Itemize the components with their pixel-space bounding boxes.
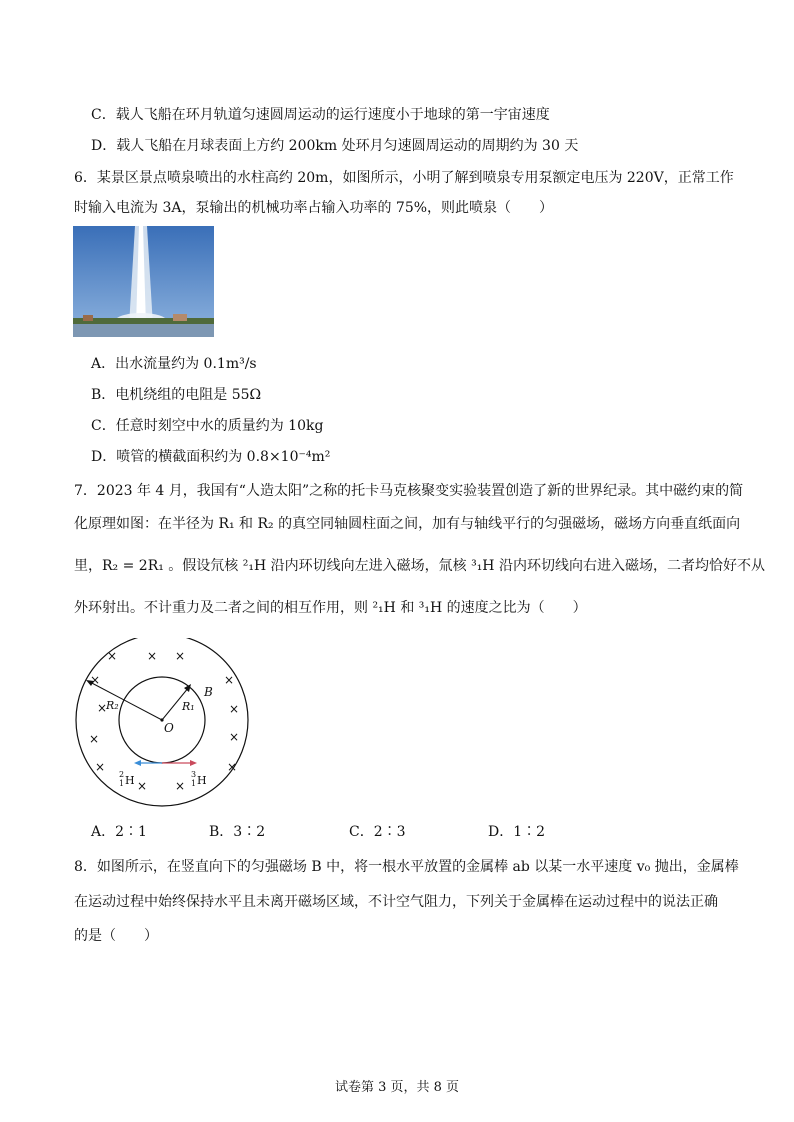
q7-stem-line3: 里，R₂ = 2R₁ 。假设氘核 ²₁H 沿内环切线向左进入磁场，氚核 ³₁H 沿内环切线向右进入磁场，二者均恰好不从 (74, 558, 765, 574)
q6-option-a: A．出水流量约为 0.1m³/s (91, 356, 257, 372)
q6-option-b: B．电机绕组的电阻是 55Ω (91, 387, 262, 403)
cross-mark: × (97, 701, 108, 715)
deuteron-charge-number: 1 (119, 779, 125, 788)
cross-mark: × (224, 673, 235, 687)
deuteron-mass-number: 2 (119, 770, 125, 779)
triton-arrowhead (190, 760, 197, 766)
q8-stem-line2: 在运动过程中始终保持水平且未离开磁场区域，不计空气阻力，下列关于金属棒在运动过程中的说法正确 (74, 894, 718, 910)
q8-stem-line3: 的是（ ） (74, 928, 158, 944)
cross-mark: × (107, 649, 118, 663)
cross-mark: × (175, 779, 186, 793)
q7-option-d: D．1∶2 (488, 824, 546, 840)
cross-mark: × (227, 760, 238, 774)
cross-mark: × (229, 730, 240, 744)
fountain-photo (73, 226, 214, 337)
cross-mark: × (229, 702, 240, 716)
label-r2: R₂ (106, 699, 119, 712)
q5-option-c: C．载人飞船在环月轨道匀速圆周运动的运行速度小于地球的第一宇宙速度 (91, 107, 550, 123)
cross-mark: × (89, 732, 100, 746)
magnetic-confinement-diagram (74, 638, 264, 818)
q7-option-c: C．2∶3 (349, 824, 406, 840)
cross-mark: × (90, 673, 101, 687)
q7-stem-line2: 化原理如图：在半径为 R₁ 和 R₂ 的真空同轴圆柱面之间，加有与轴线平行的匀强磁场，磁场方向垂直纸面向 (74, 516, 741, 532)
q6-stem-line2: 时输入电流为 3A，泵输出的机械功率占输入功率的 75%，则此喷泉（ ） (74, 200, 554, 216)
q7-stem-line4: 外环射出。不计重力及二者之间的相互作用，则 ²₁H 和 ³₁H 的速度之比为（ ） (74, 600, 587, 616)
q5-option-d: D．载人飞船在月球表面上方约 200km 处环月匀速圆周运动的周期约为 30 天 (91, 138, 579, 154)
deuteron-symbol: H (125, 774, 135, 787)
q8-stem-line1: 8．如图所示，在竖直向下的匀强磁场 B 中，将一根水平放置的金属棒 ab 以某一水平速度 v₀ 抛出，金属棒 (74, 859, 739, 875)
label-b: B (204, 685, 213, 699)
triton-charge-number: 1 (191, 779, 197, 788)
cross-mark: × (137, 779, 148, 793)
q7-option-b: B．3∶2 (209, 824, 266, 840)
q6-stem-line1: 6．某景区景点喷泉喷出的水柱高约 20m，如图所示，小明了解到喷泉专用泵额定电压为 220V，正常工作 (74, 170, 734, 186)
deuteron-arrowhead (134, 760, 141, 766)
q7-option-a: A．2∶1 (91, 824, 147, 840)
triton-symbol: H (197, 774, 207, 787)
q7-stem-line1: 7．2023 年 4 月，我国有“人造太阳”之称的托卡马克核聚变实验装置创造了新的世界纪录。其中磁约束的简 (74, 483, 744, 499)
q6-option-d: D．喷管的横截面积约为 0.8×10⁻⁴m² (91, 449, 331, 465)
page-footer: 试卷第 3 页，共 8 页 (334, 1080, 460, 1095)
outer-ring-r2 (76, 638, 248, 806)
triton-mass-number: 3 (191, 770, 197, 779)
label-o: O (164, 721, 174, 735)
label-r1: R₁ (182, 700, 195, 713)
q6-option-c: C．任意时刻空中水的质量约为 10kg (91, 418, 324, 434)
cross-mark: × (95, 760, 106, 774)
cross-mark: × (175, 649, 186, 663)
cross-mark: × (147, 649, 158, 663)
